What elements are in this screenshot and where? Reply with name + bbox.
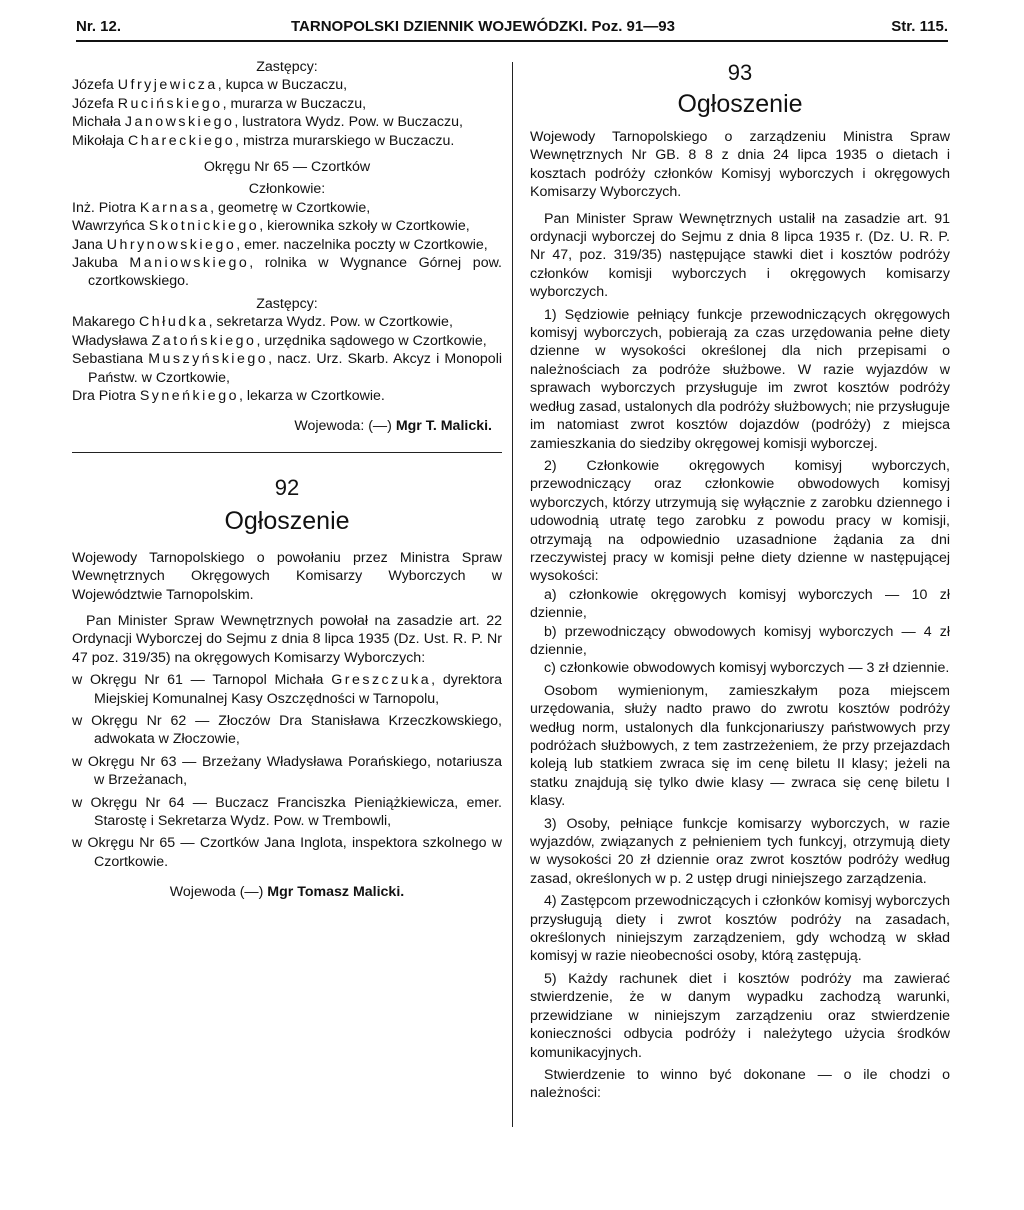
notice-paragraph: c) członkowie obwodowych komisyj wyborczych — 3 zł dziennie. (544, 660, 950, 677)
district-heading: Okręgu Nr 65 — Czortków (203, 159, 371, 176)
notice-paragraph: Osobom wymienionym, zamieszkałym poza miejscem urzędowania, służy nadto prawo do zwrotu kosztów podróży według norm, ustalonych dla funkcjonariuszy państwowych przy podróżach służbowych, z tem zastrzeżeniem, że przy przejazdach koleją lub statkiem zwraca się im cenę biletu II klasy; jeżeli na statku znajdują się tylko dwie klasy — zwraca się cenę biletu I klasy. (530, 682, 950, 810)
list-item: Sebastiana Muszyńskiego, nacz. Urz. Skarb. Akcyz i Monopoli Państw. w Czortkowie, (72, 351, 502, 386)
list-item: w Okręgu Nr 64 — Buczacz Franciszka Pieniążkiewicza, emer. Starostę i Sekretarza Wydz. Pow. w Trembowli, (72, 794, 502, 829)
page-number-right: Str. 115. (891, 18, 948, 35)
header-rule (76, 40, 948, 42)
notice-paragraph: Pan Minister Spraw Wewnętrznych powołał na zasadzie art. 22 Ordynacji Wyborczej do Sejmu z dnia 8 lipca 1935 (Dz. Ust. R. P. Nr 47 poz. 319/35) na okręgowych Komisarzy Wyborczych: (72, 612, 502, 666)
list-item: Michała Janowskiego, lustratora Wydz. Pow. w Buczaczu, (72, 114, 463, 131)
notice-paragraph: a) członkowie okręgowych komisyj wyborczych — 10 zł dziennie, (530, 586, 950, 622)
section-rule (72, 452, 502, 453)
column-divider (512, 62, 513, 1127)
notice-paragraph: 4) Zastępcom przewodniczących i członków komisyj wyborczych przysługują diety i zwrot kosztów podróży na zasadach, określonych niniejszym zarządzeniem, gdy wchodzą w skład komisyj w razie nieobecności osoby, którą zastępują. (530, 893, 950, 965)
signature-voivode: Wojewoda: (—) Mgr T. Malicki. (294, 418, 492, 435)
page-header (76, 14, 948, 40)
list-item: Mikołaja Chareckiego, mistrza murarskiego w Buczaczu. (72, 132, 455, 149)
notice-paragraph: Pan Minister Spraw Wewnętrznych ustalił na zasadzie art. 91 ordynacji wyborczej do Sejmu z dnia 8 lipca 1935 r. (Dz. U. R. P. Nr 47, poz. 319/35) następujące stawki diet i kosztów podróży członków komisji wyborczych i okręgowych komisarzy wyborczych. (530, 210, 950, 301)
list-item: Józefa Rucińskiego, murarza w Buczaczu, (72, 95, 367, 112)
list-item: Jakuba Maniowskiego, rolnika w Wygnance Górnej pow. czortkowskiego. (72, 255, 502, 290)
signature-voivode: Wojewoda (—) Mgr Tomasz Malicki. (169, 884, 405, 901)
heading-czlonkowie: Członkowie: (248, 181, 326, 198)
page-number-left: Nr. 12. (76, 18, 122, 35)
journal-title: TARNOPOLSKI DZIENNIK WOJEWÓDZKI. Poz. 91—93 (291, 18, 675, 35)
notice-paragraph: 5) Każdy rachunek diet i kosztów podróży ma zawierać stwierdzenie, że w danym wypadku zachodzą warunki, przewidziane w niniejszym zarządzeniu oraz stwierdzenie konieczności odbycia podróży i należytego użycia środków komunikacyjnych. (530, 970, 950, 1061)
notice-title: Ogłoszenie (677, 90, 803, 118)
list-item: Józefa Ufryjewicza, kupca w Buczaczu, (72, 77, 348, 94)
notice-paragraph: 1) Sędziowie pełniący funkcje przewodniczących okręgowych komisyj wyborczych, pobierają za czas urzędowania pełne diety dzienne w wysokości określonej dla nich przepisami o należnościach za podróże służbowe. W razie wyjazdów w sprawach wyborczych przysługuje im zwrot kosztów podróży według zasad, ustalonych dla podróży służbowych; nie przysługuje im natomiast zwrot kosztów dojazdów (podróży) z miejsca zamieszkania do siedziby okręgowej komisji wyborczej. (530, 306, 950, 452)
notice-paragraph: 2) Członkowie okręgowych komisyj wyborczych, przewodniczący oraz członkowie obwodowych komisyj wyborczych, którzy utrzymują się wyłącznie z zarobku dziennego i udowodnią utratę tego zarobku z powodu pracy w komisji, otrzymają na odpowiednio uzasadnione żądania za dni rzeczywistej pracy w komisji pełne diety dzienne w następującej wysokości: (530, 457, 950, 585)
left-column (72, 58, 502, 902)
list-item: w Okręgu Nr 63 — Brzeżany Władysława Porańskiego, notariusza w Brzeżanach, (72, 753, 502, 789)
list-item: w Okręgu Nr 65 — Czortków Jana Inglota, inspektora szkolnego w Czortkowie. (72, 835, 502, 870)
notice-paragraph: Stwierdzenie to winno być dokonane — o ile chodzi o należności: (530, 1066, 950, 1102)
list-item: Wawrzyńca Skotnickiego, kierownika szkoły w Czortkowie, (72, 218, 470, 235)
list-item: Dra Piotra Syneńkiego, lekarza w Czortkowie. (72, 387, 385, 404)
notice-number: 93 (727, 60, 753, 85)
notice-intro: Wojewody Tarnopolskiego o powołaniu przez Ministra Spraw Wewnętrznych Okręgowych Komisarzy Wyborczych w Województwie Tarnopolskim. (72, 549, 502, 603)
list-item: Inż. Piotra Karnasa, geometrę w Czortkowie, (72, 199, 371, 216)
notice-title: Ogłoszenie (224, 506, 350, 535)
list-item: Władysława Zatońskiego, urzędnika sądowego w Czortkowie, (72, 332, 487, 349)
heading-zastepcy: Zastępcy: (256, 295, 318, 312)
list-item: Makarego Chłudka, sekretarza Wydz. Pow. w Czortkowie, (72, 314, 453, 331)
notice-paragraph: 3) Osoby, pełniące funkcje komisarzy wyborczych, w razie wyjazdów, związanych z pełnieniem tych funkcyj, otrzymują diety w wysokości 20 zł dziennie oraz zwrot kosztów podróży według zasad, określonych w p. 2 ustęp drugi niniejszego zarządzenia. (530, 815, 950, 887)
notice-intro: Wojewody Tarnopolskiego o zarządzeniu Ministra Spraw Wewnętrznych Nr GB. 8 8 z dnia 24 lipca 1935 o dietach i kosztach podróży członków Komisyj wyborczych i okręgowych Komisarzy Wyborczych. (530, 129, 950, 201)
notice-paragraph: b) przewodniczący obwodowych komisyj wyborczych — 4 zł dziennie, (530, 623, 950, 658)
notice-number: 92 (274, 474, 300, 500)
list-item: w Okręgu Nr 62 — Złoczów Dra Stanisława Krzeczkowskiego, adwokata w Złoczowie, (72, 712, 502, 748)
list-item: w Okręgu Nr 61 — Tarnopol Michała Greszczuka, dyrektora Miejskiej Komunalnej Kasy Oszczędności w Tarnopolu, (72, 672, 502, 707)
list-item: Jana Uhrynowskiego, emer. naczelnika poczty w Czortkowie, (72, 236, 488, 253)
heading-zastepcy: Zastępcy: (256, 59, 318, 75)
right-column (530, 58, 950, 1103)
